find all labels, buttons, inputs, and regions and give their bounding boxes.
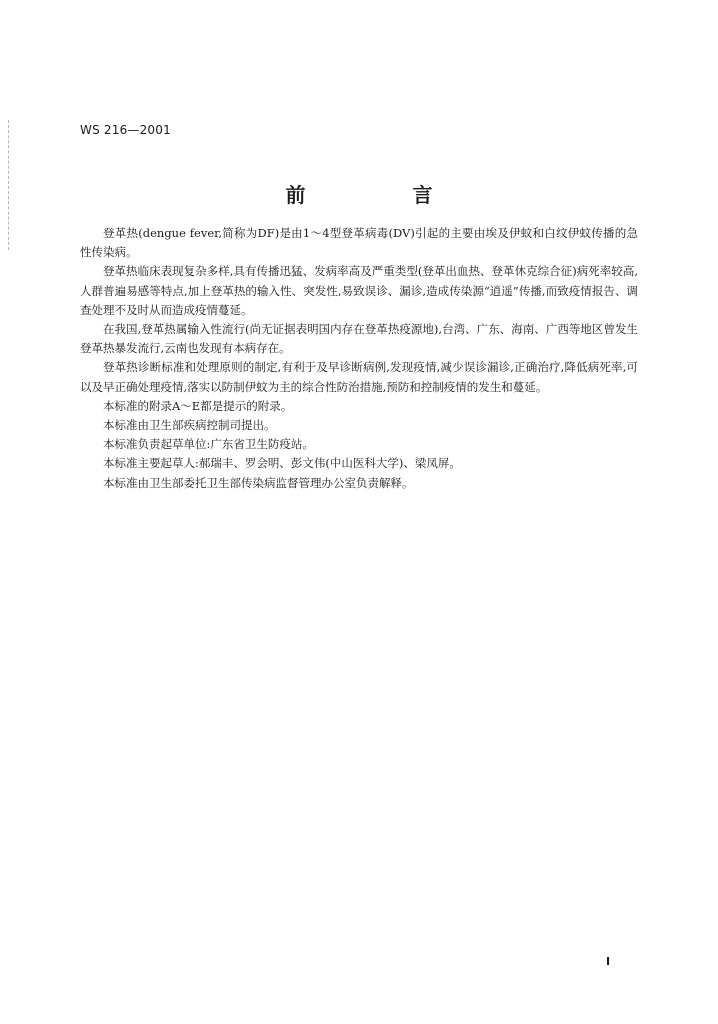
paragraph-appendix: 本标准的附录A～E都是提示的附录。 xyxy=(103,398,293,413)
page-title: 前 言 xyxy=(285,183,483,207)
standard-code: WS 216—2001 xyxy=(80,123,171,137)
paragraph-proposer: 本标准由卫生部疾病控制司提出。 xyxy=(103,418,276,433)
paragraph-drafting-unit: 本标准负责起草单位:广东省卫生防疫站。 xyxy=(103,437,314,452)
page-number: I xyxy=(606,955,611,968)
paragraph-china: 在我国,登革热属输入性流行(尚无证据表明国内存在登革热疫源地),台湾、广东、海南、广西等地区曾发生登革热暴发流行,云南也发现有本病存在。 xyxy=(80,322,638,356)
paragraph-purpose: 登革热诊断标准和处理原则的制定,有利于及早诊断病例,发现疫情,减少误诊漏诊,正确治疗,降低病死率,可以及早正确处理疫情,落实以防制伊蚊为主的综合性防治措施,预防和控制疫情的发生和蔓延。 xyxy=(80,360,638,394)
paragraph-intro: 登革热(dengue fever,简称为DF)是由1～4型登革病毒(DV)引起的主要由埃及伊蚊和白纹伊蚊传播的急性传染病。 xyxy=(80,226,638,260)
paragraph-clinical: 登革热临床表现复杂多样,具有传播迅猛、发病率高及严重类型(登革出血热、登革休克综合征)病死率较高,人群普遍易感等特点,加上登革热的输入性、突发性,易致误诊、漏诊,造成传染源“逍遥”传播,而致疫情报告、调查处理不及时从而造成疫情蔓延。 xyxy=(80,264,638,317)
paragraph-drafters: 本标准主要起草人:郝瑞丰、罗会明、彭文伟(中山医科大学)、梁凤屏。 xyxy=(103,456,461,471)
document-body xyxy=(80,224,638,493)
paragraph-interpretation: 本标准由卫生部委托卫生部传染病监督管理办公室负责解释。 xyxy=(103,475,414,490)
